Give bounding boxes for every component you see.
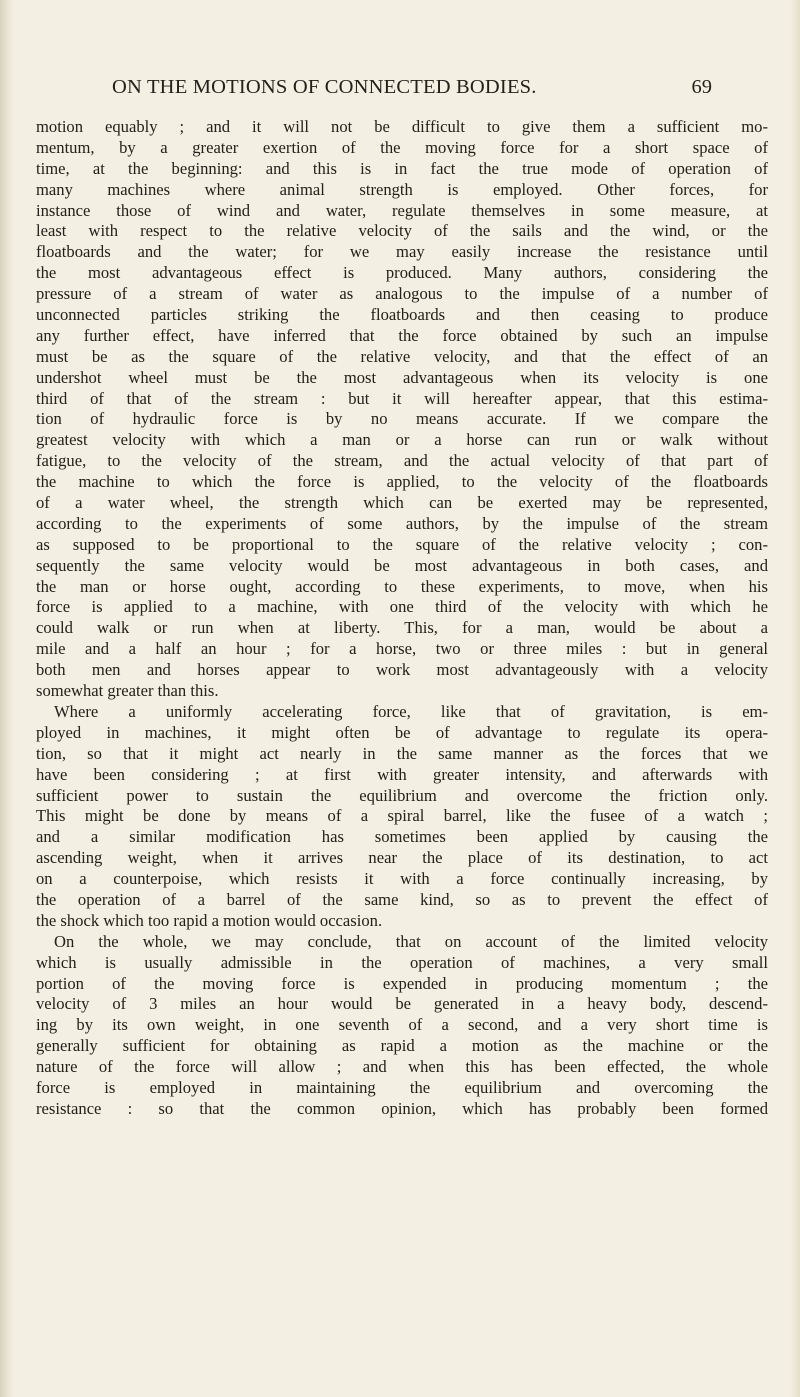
text-line: the man or horse ought, according to these experiments, to move, when his [36,576,768,596]
text-line: force is employed in maintaining the equilibrium and overcoming the [36,1077,768,1097]
page-header [112,76,712,106]
page-binding-shadow [0,0,14,1397]
page-edge-shadow [790,0,800,1397]
text-line: many machines where animal strength is employed. Other forces, for [36,179,768,199]
text-line: fatigue, to the velocity of the stream, and the actual velocity of that part of [36,451,768,471]
text-line: ing by its own weight, in one seventh of a second, and a very short time is [36,1015,768,1035]
text-line: This might be done by means of a spiral barrel, like the fusee of a watch ; [36,806,768,826]
text-line: velocity of 3 miles an hour would be generated in a heavy body, descend- [36,994,768,1014]
text-line: force is applied to a machine, with one third of the velocity with which he [36,597,768,617]
running-head: ON THE MOTIONS OF CONNECTED BODIES. [112,76,537,98]
text-line: which is usually admissible in the operation of machines, a very small [36,952,768,972]
text-line: mile and a half an hour ; for a horse, two or three miles : but in general [36,639,768,659]
paragraph [36,932,768,1120]
text-line: tion of hydraulic force is by no means accurate. If we compare the [36,409,768,429]
paragraph [36,702,768,932]
text-line: greatest velocity with which a man or a horse can run or walk without [36,430,768,450]
text-line: third of that of the stream : but it will hereafter appear, that this estima- [36,388,768,408]
text-line: ascending weight, when it arrives near the place of its destination, to act [36,848,768,868]
text-line: mentum, by a greater exertion of the moving force for a short space of [36,137,768,157]
text-line: Where a uniformly accelerating force, like that of gravitation, is em- [54,701,768,721]
text-line: any further effect, have inferred that the force obtained by such an impulse [36,325,768,345]
text-line: the most advantageous effect is produced. Many authors, considering the [36,263,768,283]
text-line: as supposed to be proportional to the square of the relative velocity ; con- [36,534,768,554]
text-line: sufficient power to sustain the equilibrium and overcome the friction only. [36,785,768,805]
text-line: floatboards and the water; for we may easily increase the resistance until [36,242,768,262]
text-line: on a counterpoise, which resists it with a force continually increasing, by [36,869,768,889]
paragraph [36,117,768,702]
text-line: ployed in machines, it might often be of advantage to regulate its opera- [36,722,768,742]
text-line: generally sufficient for obtaining as rapid a motion as the machine or the [36,1036,768,1056]
text-line: motion equably ; and it will not be difficult to give them a sufficient mo- [36,117,768,136]
text-line: the shock which too rapid a motion would occasion. [36,910,383,930]
text-line: instance those of wind and water, regulate themselves in some measure, at [36,200,768,220]
text-line: and a similar modification has sometimes been applied by causing the [36,827,768,847]
text-line: least with respect to the relative velocity of the sails and the wind, or the [36,221,768,241]
text-line: could walk or run when at liberty. This, for a man, would be about a [36,618,768,638]
text-line: resistance : so that the common opinion, which has probably been formed [36,1098,768,1118]
page-number: 69 [691,76,712,98]
text-line: unconnected particles striking the floatboards and then ceasing to produce [36,305,768,325]
text-line: of a water wheel, the strength which can be exerted may be represented, [36,493,768,513]
text-line: On the whole, we may conclude, that on account of the limited velocity [54,931,768,951]
text-line: time, at the beginning: and this is in fact the true mode of operation of [36,158,768,178]
text-line: the operation of a barrel of the same kind, so as to prevent the effect of [36,889,768,909]
text-line: pressure of a stream of water as analogous to the impulse of a number of [36,284,768,304]
text-line: the machine to which the force is applied, to the velocity of the floatboards [36,472,768,492]
text-line: portion of the moving force is expended in producing momentum ; the [36,973,768,993]
text-line: have been considering ; at first with greater intensity, and afterwards with [36,764,768,784]
text-line: according to the experiments of some authors, by the impulse of the stream [36,513,768,533]
text-line: must be as the square of the relative velocity, and that the effect of an [36,346,768,366]
body-text [36,117,768,1120]
text-line: tion, so that it might act nearly in the same manner as the forces that we [36,743,768,763]
text-line: undershot wheel must be the most advantageous when its velocity is one [36,367,768,387]
text-line: nature of the force will allow ; and when this has been effected, the whole [36,1057,768,1077]
text-line: sequently the same velocity would be most advantageous in both cases, and [36,555,768,575]
text-line: both men and horses appear to work most advantageously with a velocity [36,660,768,680]
text-line: somewhat greater than this. [36,681,219,701]
